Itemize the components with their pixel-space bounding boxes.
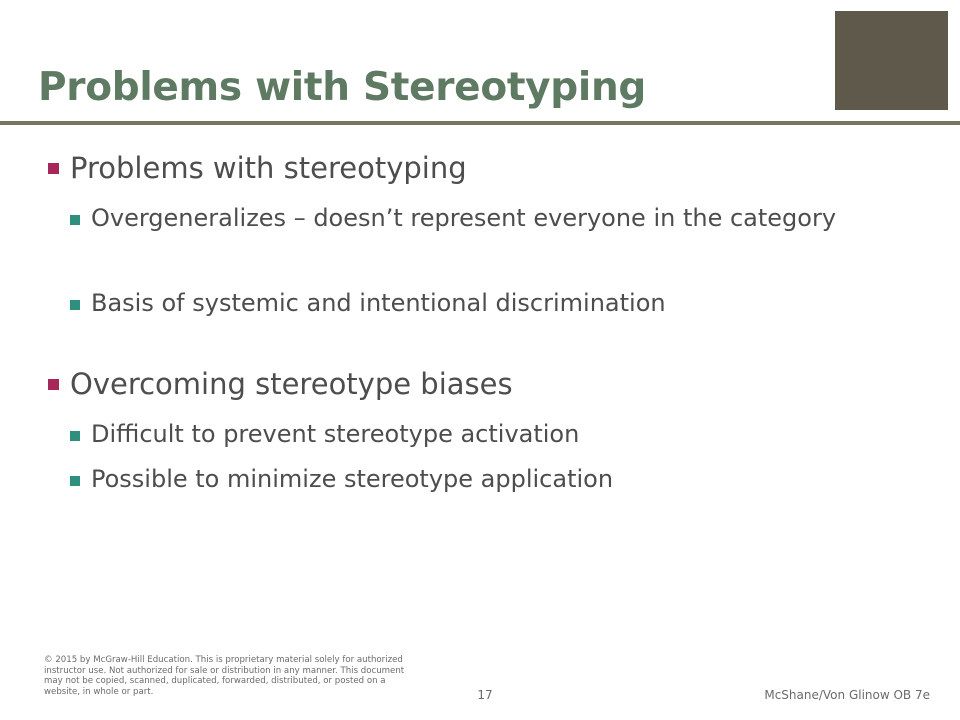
page-number: 17 [477, 688, 493, 702]
section-heading-text: Problems with stereotyping [70, 151, 467, 185]
list-item-text: Basis of systemic and intentional discrimination [91, 289, 666, 317]
list-item-text: Possible to minimize stereotype application [91, 465, 614, 493]
bullet-square-icon [70, 476, 80, 486]
section-heading-text: Overcoming stereotype biases [70, 367, 513, 401]
bullet-square-icon [70, 300, 80, 310]
list-item-text: Overgeneralizes – doesn’t represent everyone in the category [91, 204, 837, 232]
footer-credit: McShane/Von Glinow OB 7e [764, 688, 930, 702]
bullet-square-icon [70, 215, 80, 225]
list-item [70, 419, 920, 450]
list-item-text: Difficult to prevent stereotype activation [91, 420, 580, 448]
bullet-square-icon [48, 163, 59, 174]
bullet-square-icon [48, 379, 59, 390]
list-item [70, 464, 920, 495]
section-heading-problems [48, 150, 898, 186]
list-item [70, 288, 920, 319]
list-item [70, 203, 850, 234]
slide-title: Problems with Stereotyping [38, 65, 647, 110]
copyright-notice: © 2015 by McGraw-Hill Education. This is proprietary material solely for authorized instructor use. Not authorized for sale or distribution in any manner. This document may not be copied, scanned, duplicated, forwarded, distributed, or posted on a website, in whole or part. [44, 655, 405, 697]
section-heading-overcoming [48, 366, 898, 402]
bullet-square-icon [70, 431, 80, 441]
